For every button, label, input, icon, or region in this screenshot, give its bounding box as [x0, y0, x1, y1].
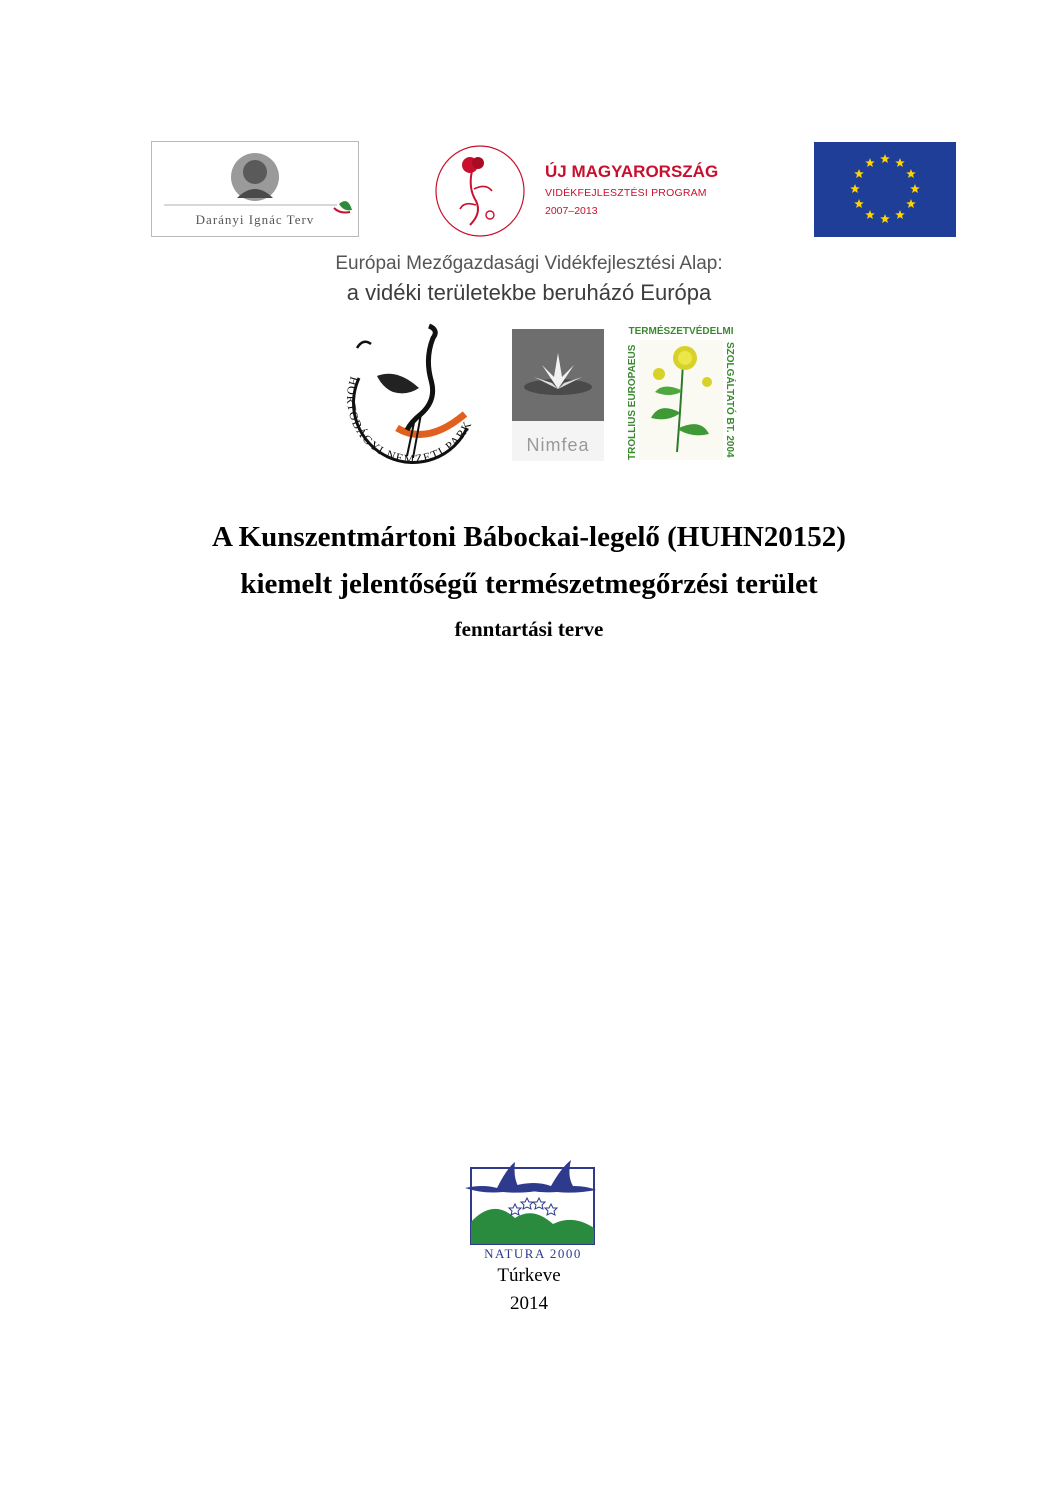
natura-logo-text: NATURA 2000	[484, 1246, 582, 1261]
ujm-title: ÚJ MAGYARORSZÁG	[545, 162, 719, 181]
eu-star-icon	[880, 214, 890, 223]
publication-place: Túrkeve	[497, 1265, 561, 1286]
hortobagy-national-park-logo	[337, 318, 487, 480]
eu-star-icon	[850, 184, 860, 193]
trollius-flower-icon	[623, 322, 740, 462]
publication-year: 2014	[510, 1293, 548, 1314]
eu-star-icon	[895, 158, 905, 167]
water-lily-icon	[512, 329, 604, 421]
ujm-years: 2007–2013	[545, 205, 598, 217]
emva-line-1: Európai Mezőgazdasági Vidékfejlesztési Alap:	[335, 253, 723, 274]
eu-star-icon	[854, 199, 864, 208]
eu-star-icon	[910, 184, 920, 193]
nimfea-logo-text: Nimfea	[526, 435, 590, 455]
water-lily-photo	[512, 329, 604, 421]
emva-line-2: a vidéki területekbe beruházó Európa	[346, 280, 712, 305]
rose-emblem-icon	[430, 143, 530, 239]
daranyi-ignac-terv-logo	[151, 141, 359, 237]
eu-star-icon	[865, 158, 875, 167]
eu-star-icon	[906, 169, 916, 178]
crane-emblem-icon	[337, 318, 487, 480]
trollius-right-text: SZOLGÁLTATÓ BT. 2004	[724, 342, 735, 458]
eu-star-icon	[854, 169, 864, 178]
hnp-logo-text: HORTOBÁGYI NEMZETI PARK	[344, 375, 475, 467]
nimfea-logo	[512, 329, 604, 461]
eu-star-icon	[865, 210, 875, 219]
document-subtitle: fenntartási terve	[454, 617, 604, 641]
natura-2000-logo	[463, 1158, 596, 1262]
eu-star-icon	[880, 154, 890, 163]
eu-flag-logo	[814, 142, 956, 237]
ujm-subtitle: VIDÉKFEJLESZTÉSI PROGRAM	[545, 187, 707, 199]
document-title-line-1: A Kunszentmártoni Bábockai-legelő (HUHN20152)	[212, 521, 846, 553]
eu-star-icon	[895, 210, 905, 219]
eu-stars-icon	[814, 142, 956, 237]
eu-star-icon	[906, 199, 916, 208]
uj-magyarorszag-logo	[430, 143, 750, 239]
document-title-line-2: kiemelt jelentőségű természetmegőrzési terület	[240, 568, 818, 600]
natura-birds-icon	[463, 1158, 596, 1262]
daranyi-logo-text: Darányi Ignác Terv	[195, 212, 315, 227]
trollius-left-text: TROLLIUS EUROPAEUS	[627, 344, 638, 460]
trollius-top-text: TERMÉSZETVÉDELMI	[628, 326, 734, 337]
trollius-europaeus-logo	[623, 322, 740, 462]
